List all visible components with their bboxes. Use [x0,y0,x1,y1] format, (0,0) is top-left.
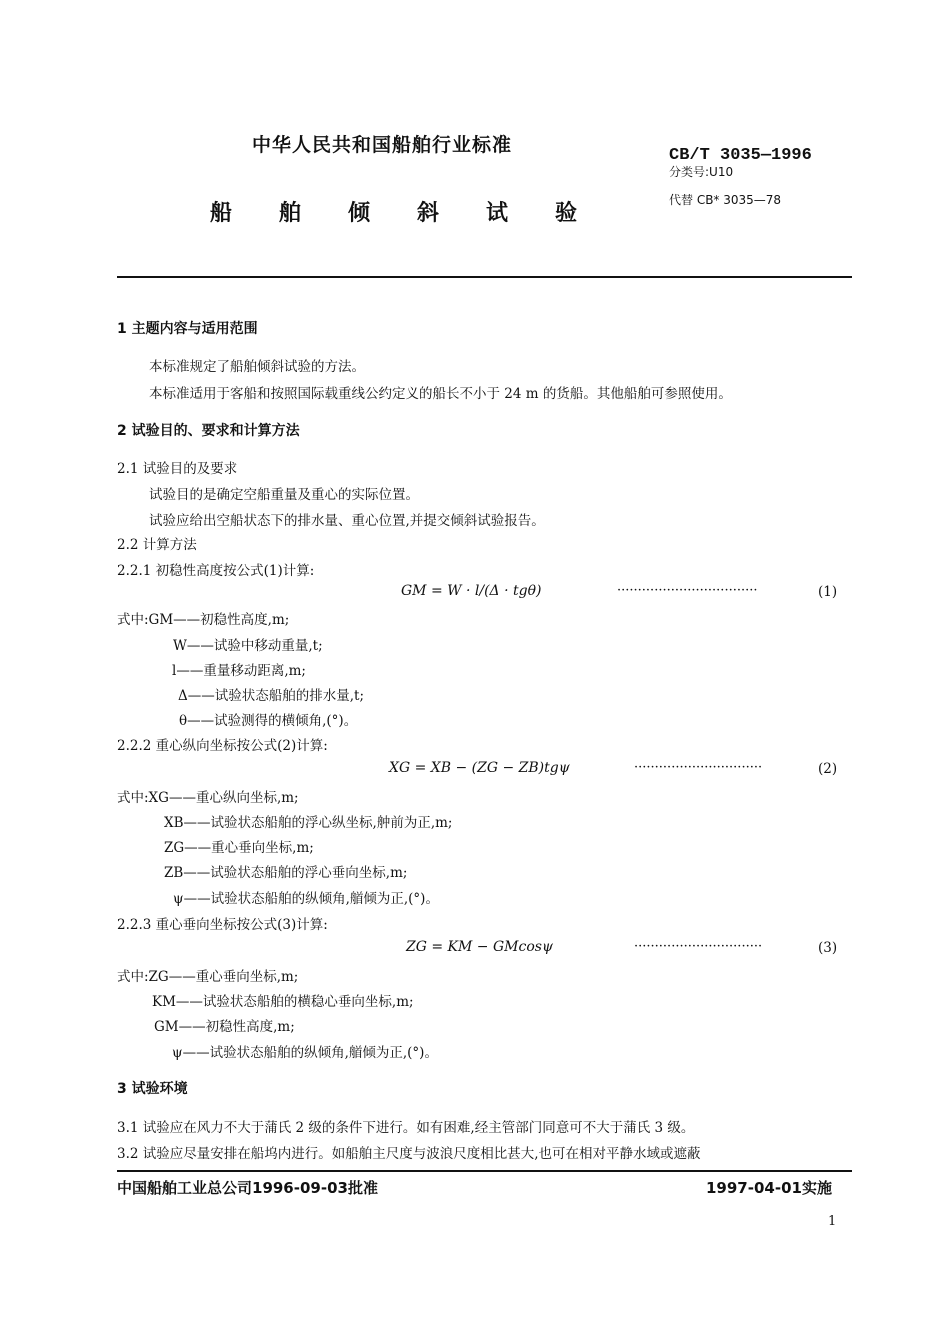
subsection-title: 2.2.1 初稳性高度按公式(1)计算: [117,563,315,579]
where-item: ZG——重心垂向坐标,m; [164,840,314,856]
equation-2: XG = XB − (ZG − ZB)tgψ [389,760,570,776]
leader-dots: ······························· [634,939,763,954]
equation-number: (2) [818,761,838,777]
classification-number: 分类号:U10 [669,165,734,179]
header-rule [117,276,852,278]
subsection-title: 2.2 计算方法 [117,537,197,553]
where-item: θ——试验测得的横倾角,(°)。 [179,713,358,729]
paragraph: 本标准规定了船舶倾斜试验的方法。 [149,359,365,375]
title-char: 试 [486,201,509,226]
equation-3: ZG = KM − GMcosψ [406,939,553,955]
where-item: GM——初稳性高度,m; [154,1019,295,1035]
where-item: ψ——试验状态船舶的纵倾角,艏倾为正,(°)。 [173,891,439,907]
subsection-title: 2.1 试验目的及要求 [117,461,238,477]
where-item: KM——试验状态船舶的横稳心垂向坐标,m; [152,994,414,1010]
leader-dots: ·································· [617,583,758,598]
section-2-title: 2 试验目的、要求和计算方法 [117,423,300,439]
section-1-title: 1 主题内容与适用范围 [117,321,258,337]
replaces-standard: 代替 CB* 3035—78 [669,193,782,207]
where-clause: 式中:GM——初稳性高度,m; [117,612,290,628]
paragraph: 3.2 试验应尽量安排在船坞内进行。如船舶主尺度与波浪尺度相比甚大,也可在相对平静水域或遮蔽 [117,1146,701,1162]
title-char: 倾 [348,201,371,226]
subsection-title: 2.2.3 重心垂向坐标按公式(3)计算: [117,917,328,933]
paragraph: 本标准适用于客船和按照国际载重线公约定义的船长不小于 24 m 的货船。其他船舶可参照使用。 [149,386,732,402]
where-item: XB——试验状态船舶的浮心纵坐标,舯前为正,m; [164,815,453,831]
title-char: 船 [210,201,233,226]
title-char: 斜 [417,201,440,226]
equation-number: (3) [818,940,838,956]
title-char: 验 [555,201,578,226]
leader-dots: ······························· [634,760,763,775]
title-char: 舶 [279,201,302,226]
paragraph: 试验目的是确定空船重量及重心的实际位置。 [149,487,419,503]
footer-rule [117,1170,852,1172]
standard-organization: 中华人民共和国船舶行业标准 [252,134,513,156]
page-number: 1 [828,1214,837,1229]
where-item: l——重量移动距离,m; [172,663,306,679]
document-title [210,196,624,227]
section-3-title: 3 试验环境 [117,1081,188,1097]
equation-number: (1) [818,584,838,600]
effective-date: 1997-04-01实施 [706,1179,832,1197]
subsection-title: 2.2.2 重心纵向坐标按公式(2)计算: [117,738,328,754]
standard-code: CB/T 3035—1996 [669,146,812,165]
paragraph: 3.1 试验应在风力不大于蒲氏 2 级的条件下进行。如有困难,经主管部门同意可不大于蒲氏 3 级。 [117,1120,695,1136]
where-item: W——试验中移动重量,t; [173,638,323,654]
approval-date: 中国船舶工业总公司1996-09-03批准 [117,1179,378,1197]
where-clause: 式中:XG——重心纵向坐标,m; [117,790,299,806]
where-item: ψ——试验状态船舶的纵倾角,艏倾为正,(°)。 [172,1045,438,1061]
where-item: Δ——试验状态船舶的排水量,t; [178,688,365,704]
paragraph: 试验应给出空船状态下的排水量、重心位置,并提交倾斜试验报告。 [149,513,545,529]
where-item: ZB——试验状态船舶的浮心垂向坐标,m; [164,865,408,881]
where-clause: 式中:ZG——重心垂向坐标,m; [117,969,299,985]
equation-1: GM = W · l/(Δ · tgθ) [401,583,542,599]
